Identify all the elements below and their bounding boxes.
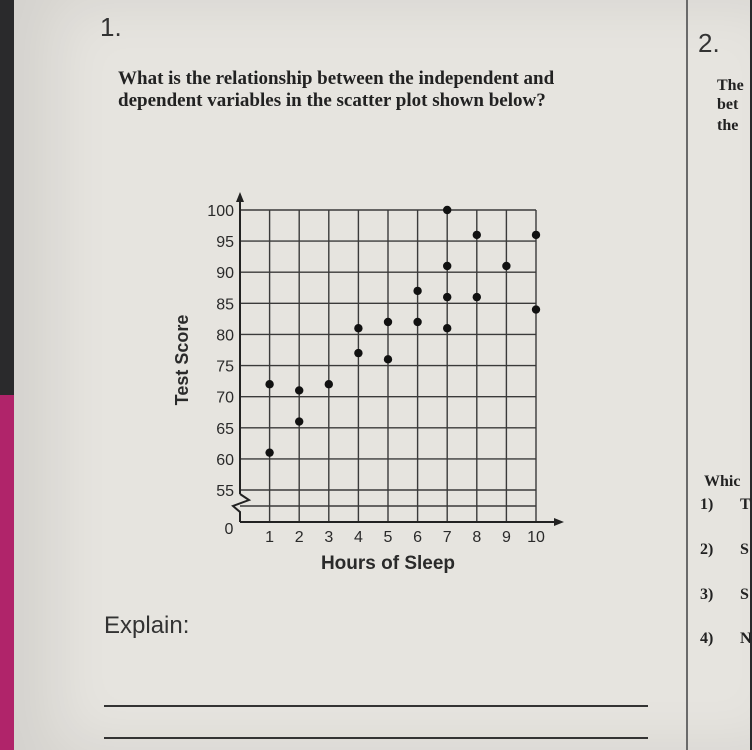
y-tick-labels bbox=[207, 203, 234, 500]
option-2-number: 2) bbox=[700, 541, 714, 558]
scatter-plot bbox=[150, 180, 570, 580]
data-point bbox=[295, 386, 303, 394]
y-tick-label: 75 bbox=[216, 358, 234, 376]
option-4-number: 4) bbox=[700, 630, 714, 647]
data-point bbox=[532, 305, 540, 313]
data-point bbox=[443, 324, 451, 332]
data-points bbox=[265, 206, 540, 457]
data-point bbox=[354, 324, 362, 332]
x-tick-label: 3 bbox=[324, 529, 334, 546]
x-tick-label: 8 bbox=[472, 529, 482, 546]
x-axis-label: Hours of Sleep bbox=[320, 553, 456, 574]
question-2-fragment: the bbox=[717, 117, 739, 134]
data-point bbox=[473, 293, 481, 301]
option-1-number: 1) bbox=[700, 496, 714, 513]
question-1-number: 1. bbox=[100, 12, 122, 42]
option-4-fragment: N bbox=[740, 630, 752, 647]
data-point bbox=[354, 349, 362, 357]
y-tick-label: 70 bbox=[216, 389, 234, 407]
data-point bbox=[295, 417, 303, 425]
origin-label: 0 bbox=[224, 521, 234, 538]
answer-line bbox=[104, 705, 648, 707]
column-divider bbox=[686, 0, 688, 750]
x-tick-label: 1 bbox=[265, 529, 275, 546]
data-point bbox=[384, 318, 392, 326]
y-tick-label: 55 bbox=[216, 483, 234, 500]
question-1-text: What is the relationship between the independent and dependent variables in the scatter plot shown below? bbox=[118, 68, 555, 111]
y-tick-label: 95 bbox=[216, 234, 234, 252]
y-axis-label: Test Score bbox=[172, 314, 192, 406]
data-point bbox=[325, 380, 333, 388]
option-3-number: 3) bbox=[700, 586, 714, 603]
data-point bbox=[443, 206, 451, 214]
y-axis-arrow bbox=[236, 192, 244, 202]
x-tick-label: 2 bbox=[294, 529, 304, 546]
data-point bbox=[443, 293, 451, 301]
y-tick-label: 60 bbox=[216, 451, 234, 469]
data-point bbox=[384, 355, 392, 363]
data-point bbox=[473, 231, 481, 239]
x-axis-arrow bbox=[554, 518, 564, 526]
option-2-fragment: S bbox=[740, 541, 749, 558]
y-tick-label: 100 bbox=[207, 203, 234, 220]
data-point bbox=[265, 448, 273, 456]
data-point bbox=[413, 318, 421, 326]
y-tick-label: 65 bbox=[216, 420, 234, 438]
y-tick-label: 85 bbox=[216, 296, 234, 314]
y-tick-label: 80 bbox=[216, 327, 234, 345]
x-tick-labels bbox=[265, 529, 545, 546]
data-point bbox=[265, 380, 273, 388]
x-tick-label: 9 bbox=[501, 529, 511, 546]
plot-grid bbox=[240, 210, 536, 522]
y-tick-label: 90 bbox=[216, 265, 234, 283]
question-2-fragment: bet bbox=[717, 96, 739, 113]
x-tick-label: 4 bbox=[353, 529, 363, 546]
option-1-fragment: T bbox=[740, 496, 751, 513]
axis-break bbox=[233, 494, 249, 522]
x-tick-label: 5 bbox=[383, 529, 393, 546]
explain-label: Explain: bbox=[104, 612, 190, 639]
x-tick-label: 10 bbox=[527, 529, 545, 546]
x-tick-label: 6 bbox=[413, 529, 423, 546]
data-point bbox=[502, 262, 510, 270]
option-3-fragment: S bbox=[740, 586, 749, 603]
data-point bbox=[532, 231, 540, 239]
data-point bbox=[443, 262, 451, 270]
plot-axes bbox=[233, 192, 564, 526]
question-2-fragment: The bbox=[717, 77, 744, 94]
question-2-prompt-fragment: Whic bbox=[704, 473, 741, 490]
answer-line bbox=[104, 737, 648, 739]
question-2-number: 2. bbox=[698, 28, 720, 58]
data-point bbox=[413, 287, 421, 295]
x-tick-label: 7 bbox=[442, 529, 452, 546]
